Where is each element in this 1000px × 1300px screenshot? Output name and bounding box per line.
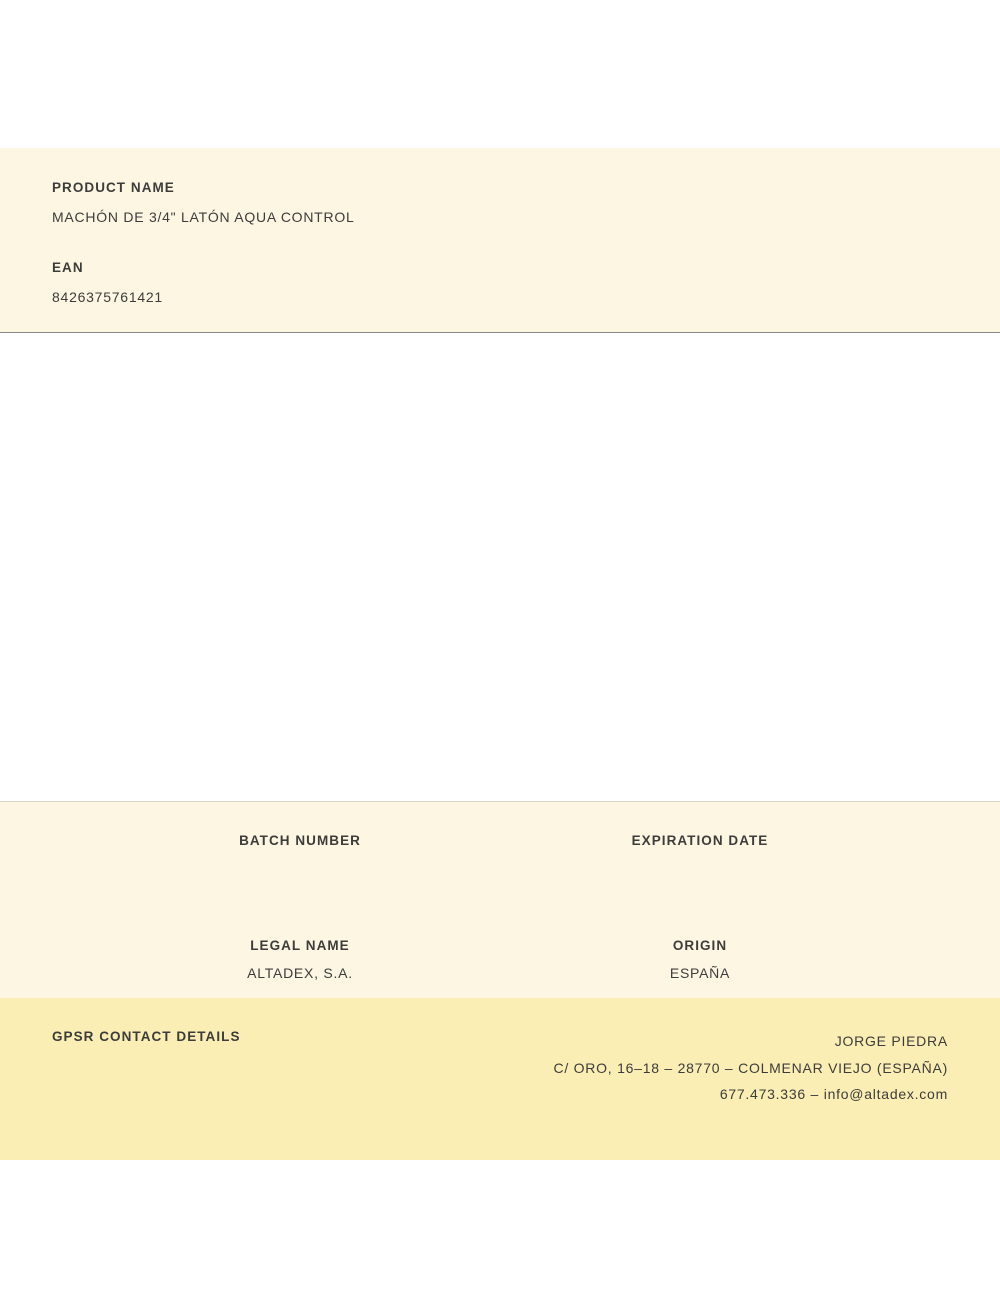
- origin-label: ORIGIN: [672, 937, 728, 953]
- origin-value: ESPAÑA: [669, 964, 731, 981]
- legal-name-value: ALTADEX, S.A.: [247, 964, 353, 981]
- origin-cell: [550, 937, 850, 983]
- legal-origin-row: [0, 937, 1000, 983]
- expiration-date-label: EXPIRATION DATE: [631, 833, 769, 848]
- product-name-group: [52, 179, 948, 227]
- batch-legal-section: [0, 802, 1000, 998]
- product-name-value: MACHÓN DE 3/4" LATÓN AQUA CONTROL: [52, 208, 355, 225]
- legal-name-cell: [150, 937, 450, 983]
- expiration-date-cell: [550, 832, 850, 877]
- gpsr-contact-label: GPSR CONTACT DETAILS: [52, 1029, 241, 1044]
- gpsr-contact-address: C/ ORO, 16–18 – 28770 – COLMENAR VIEJO (ESPAÑA): [553, 1059, 948, 1076]
- gpsr-contact-section: [0, 998, 1000, 1160]
- gpsr-contact-lines: [554, 1028, 948, 1108]
- product-name-label: PRODUCT NAME: [52, 180, 175, 195]
- batch-expiration-row: [0, 832, 1000, 877]
- bottom-spacer: [0, 1160, 1000, 1300]
- ean-label: EAN: [52, 260, 84, 276]
- top-spacer: [0, 0, 1000, 148]
- batch-number-label: BATCH NUMBER: [239, 833, 361, 848]
- ean-value: 8426375761421: [52, 289, 163, 306]
- expiration-date-value: [550, 859, 850, 877]
- batch-number-value: [150, 859, 450, 877]
- legal-name-label: LEGAL NAME: [250, 937, 350, 953]
- ean-group: [52, 259, 948, 307]
- blank-image-area: [0, 333, 1000, 802]
- gpsr-contact-phone-email: 677.473.336 – info@altadex.com: [719, 1086, 948, 1103]
- gpsr-contact-name: JORGE PIEDRA: [834, 1033, 948, 1049]
- product-info-section: [0, 148, 1000, 333]
- batch-number-cell: [150, 832, 450, 877]
